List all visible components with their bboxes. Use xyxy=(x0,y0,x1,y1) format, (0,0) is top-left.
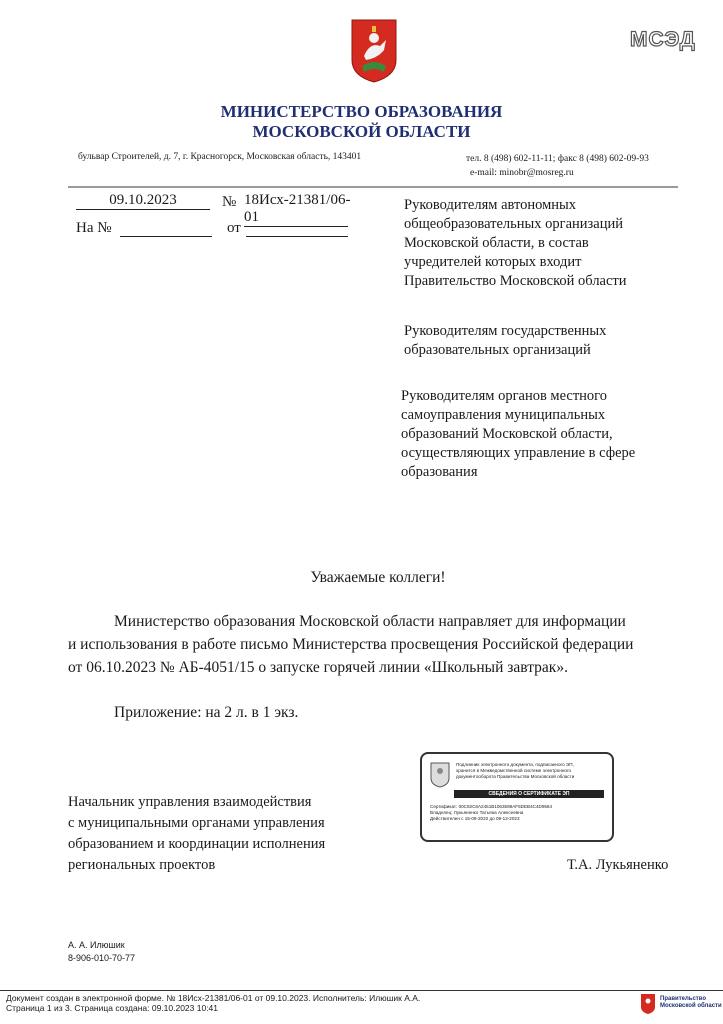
signatory-name: Т.А. Лукьяненко xyxy=(567,857,669,873)
attachment-note: Приложение: на 2 л. в 1 экз. xyxy=(114,704,299,721)
reference-number-line xyxy=(120,220,212,237)
body-line-1: Министерство образования Московской области направляет для информации xyxy=(114,613,626,630)
ministry-address: бульвар Строителей, д. 7, г. Красногорск, Московская область, 143401 xyxy=(78,152,362,162)
msed-mark: МСЭД xyxy=(630,28,696,51)
position-line: с муниципальными органами управления xyxy=(68,815,325,831)
government-emblem-icon xyxy=(640,993,656,1015)
stamp-note-line: хранится в Межведомственной системе электронного xyxy=(456,768,572,773)
greeting: Уважаемые коллеги! xyxy=(310,569,446,586)
recipient-line: осуществляющих управление в сфере xyxy=(401,445,636,461)
ministry-title-line1: МИНИСТЕРСТВО ОБРАЗОВАНИЯ xyxy=(220,102,503,121)
government-label-line1: Правительство xyxy=(660,996,707,1002)
footer-divider xyxy=(0,990,723,991)
government-label-line2: Московской области xyxy=(660,1003,722,1009)
ministry-email: e-mail: minobr@mosreg.ru xyxy=(470,168,574,178)
position-line: образованием и координации исполнения xyxy=(68,836,326,852)
government-label xyxy=(660,996,722,1010)
recipient-line: Руководителям автономных xyxy=(404,197,577,213)
recipient-line: образования xyxy=(401,464,478,480)
recipient-line: Руководителям государственных xyxy=(404,323,607,339)
registration-number: 18Исх-21381/06-01 xyxy=(244,192,351,225)
recipient-line: самоуправления муниципальных xyxy=(401,407,606,423)
executor-name: А. А. Илюшик xyxy=(68,940,125,950)
recipient-line: образовательных организаций xyxy=(404,342,591,358)
position-line: Начальник управления взаимодействия xyxy=(68,794,312,810)
number-sign: № xyxy=(222,194,237,210)
recipient-line: Правительство Московской области xyxy=(404,273,627,289)
signatory-position xyxy=(68,792,325,876)
footer-info xyxy=(6,993,420,1013)
stamp-header: СВЕДЕНИЯ О СЕРТИФИКАТЕ ЭП xyxy=(454,790,604,798)
recipient-line: Московской области, в состав xyxy=(404,235,589,251)
registration-date: 09.10.2023 xyxy=(76,192,210,210)
stamp-details xyxy=(430,804,608,822)
ministry-title-line2: МОСКОВСКОЙ ОБЛАСТИ xyxy=(252,122,471,141)
footer-line-1: Документ создан в электронной форме. № 18Исх-21381/06-01 от 09.10.2023. Исполнитель: Илюшик А.А. xyxy=(6,993,421,1003)
e-signature-stamp xyxy=(420,752,614,842)
stamp-validity: Действителен с 15-09-2022 до 09-12-2023 xyxy=(430,816,520,821)
body-line-2: и использования в работе письмо Министерства просвещения Российской федерации xyxy=(68,636,634,653)
ministry-contacts xyxy=(466,152,649,180)
recipient-line: образований Московской области, xyxy=(401,426,613,442)
recipient-line: учредителей которых входит xyxy=(404,254,582,270)
stamp-note xyxy=(456,762,608,780)
stamp-emblem-icon xyxy=(430,762,450,788)
recipient-line: Руководителям органов местного xyxy=(401,388,608,404)
recipient-group-1 xyxy=(404,196,627,291)
coat-of-arms-icon xyxy=(350,16,398,84)
recipient-group-3 xyxy=(401,387,635,482)
header-divider xyxy=(68,186,678,188)
recipient-line: общеобразовательных организаций xyxy=(404,216,623,232)
ministry-phone: тел. 8 (498) 602-11-11; факс 8 (498) 602-09-93 xyxy=(466,154,649,164)
body-line-3: от 06.10.2023 № АБ-4051/15 о запуске горячей линии «Школьный завтрак». xyxy=(68,659,568,676)
executor-phone: 8-906-010-70-77 xyxy=(68,953,136,963)
stamp-note-line: Подлинник электронного документа, подписанного ЭП, xyxy=(456,762,574,767)
stamp-note-line: документооборота Правительства Московской области xyxy=(456,774,575,779)
reference-label: На № xyxy=(76,220,112,236)
stamp-certificate: Сертификат: 00C92C8A2451B1063598AF5DEB4C4D9564 xyxy=(430,804,553,809)
from-label: от xyxy=(227,220,241,236)
footer-line-2: Страница 1 из 3. Страница создана: 09.10.2023 10:41 xyxy=(6,1003,219,1013)
stamp-owner: Владелец: Лукьяненко Татьяна Алексеевна xyxy=(430,810,524,815)
executor-block xyxy=(68,939,135,965)
recipient-group-2 xyxy=(404,322,606,360)
reference-date-line xyxy=(246,220,348,237)
position-line: региональных проектов xyxy=(68,857,216,873)
